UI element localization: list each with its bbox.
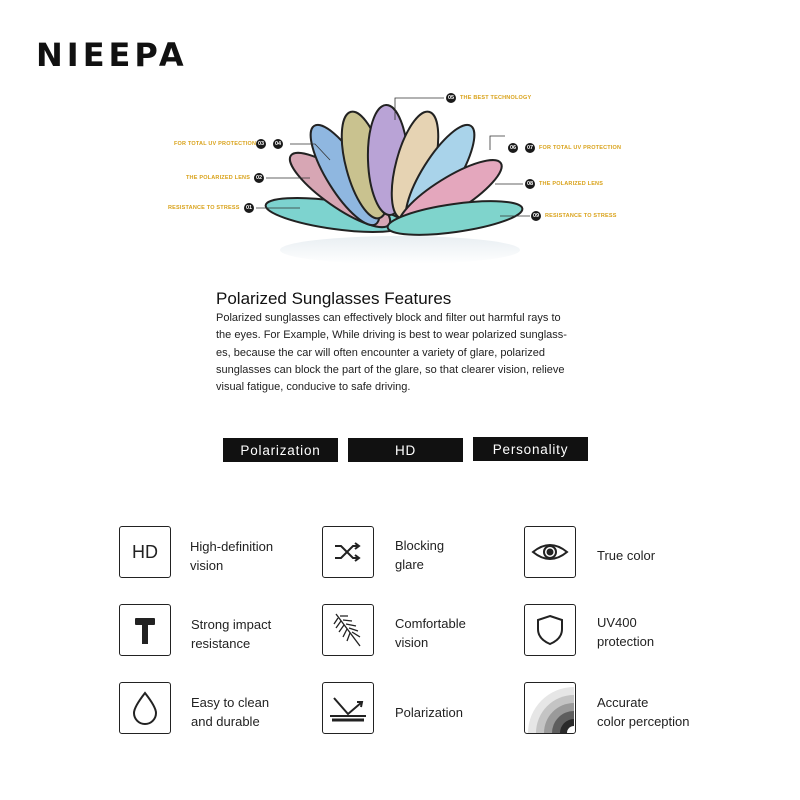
shield-icon: [524, 604, 576, 656]
feature-line2: resistance: [191, 636, 251, 651]
feature-label-comfortable: [395, 614, 466, 652]
feature-line1: Blocking: [395, 538, 445, 553]
hd-icon: [119, 526, 171, 578]
feature-line2: color perception: [597, 714, 690, 729]
brand-logo: NIEEPA: [36, 36, 188, 74]
feature-line1: Strong impact: [191, 617, 272, 632]
feather-icon: [322, 604, 374, 656]
callout-09-num: 09: [532, 213, 540, 219]
callout-08-num: 08: [526, 181, 534, 187]
feature-line1: Polarization: [395, 705, 463, 720]
polarization-icon: [322, 682, 374, 734]
features-line: visual fatigue, conducive to safe driving.: [216, 381, 411, 394]
feature-line2: vision: [395, 635, 429, 650]
feature-label-uv400: [597, 613, 654, 651]
feature-label-polarization: [395, 703, 463, 722]
callout-05-num: 05: [447, 95, 455, 101]
callout-01-text: RESISTANCE TO STRESS: [168, 205, 240, 211]
features-line: es, because the car will often encounter a variety of glare, polarized: [216, 346, 545, 359]
callout-01-num: 01: [245, 205, 253, 211]
shuffle-icon: [322, 526, 374, 578]
feature-line1: High-definition: [190, 539, 274, 554]
callout-03-text: FOR TOTAL UV PROTECTION: [174, 141, 257, 147]
feature-line1: Comfortable: [395, 616, 466, 631]
feature-line1: Accurate: [597, 695, 649, 710]
feature-label-accurate-color: [597, 693, 690, 731]
callout-09-text: RESISTANCE TO STRESS: [545, 213, 617, 219]
callout-04-num: 04: [274, 141, 282, 147]
droplet-icon: [119, 682, 171, 734]
callout-02-text: THE POLARIZED LENS: [186, 175, 251, 181]
hammer-icon: [119, 604, 171, 656]
feature-line1: True color: [597, 548, 656, 563]
eye-icon: [524, 526, 576, 578]
callout-05-text: THE BEST TECHNOLOGY: [460, 95, 532, 101]
features-line: sunglasses can block the part of the glare, so that clearer vision, relieve: [216, 363, 565, 376]
feature-line2: protection: [597, 634, 655, 649]
callout-03-num: 03: [257, 141, 265, 147]
callout-07-num: 07: [526, 145, 534, 151]
feature-line1: UV400: [597, 615, 637, 630]
tag-personality: Personality: [473, 437, 588, 461]
features-title: Polarized Sunglasses Features: [216, 289, 452, 308]
features-line: the eyes. For Example, While driving is best to wear polarized sunglass-: [216, 329, 567, 342]
feature-line1: Easy to clean: [191, 695, 270, 710]
callout-06-num: 06: [509, 145, 517, 151]
feature-line2: glare: [395, 557, 424, 572]
feature-label-hd: [190, 537, 273, 575]
tag-polarization: Polarization: [223, 438, 338, 462]
callout-0607-text: FOR TOTAL UV PROTECTION: [539, 145, 622, 151]
feature-label-easy-clean: [191, 693, 269, 731]
hd-glyph: HD: [132, 541, 158, 562]
callout-08-text: THE POLARIZED LENS: [539, 181, 604, 187]
features-line: Polarized sunglasses can effectively block and filter out harmful rays to: [216, 312, 561, 324]
lens-fan-figure: [160, 80, 640, 270]
feature-label-impact: [191, 615, 271, 653]
feature-label-blocking-glare: [395, 536, 444, 574]
tag-hd: HD: [348, 438, 463, 462]
callout-02-num: 02: [255, 175, 263, 181]
feature-line2: vision: [190, 558, 224, 573]
feature-line2: and durable: [191, 714, 260, 729]
color-arcs-icon: [524, 682, 576, 734]
feature-label-true-color: [597, 546, 655, 565]
features-body: [216, 310, 616, 396]
